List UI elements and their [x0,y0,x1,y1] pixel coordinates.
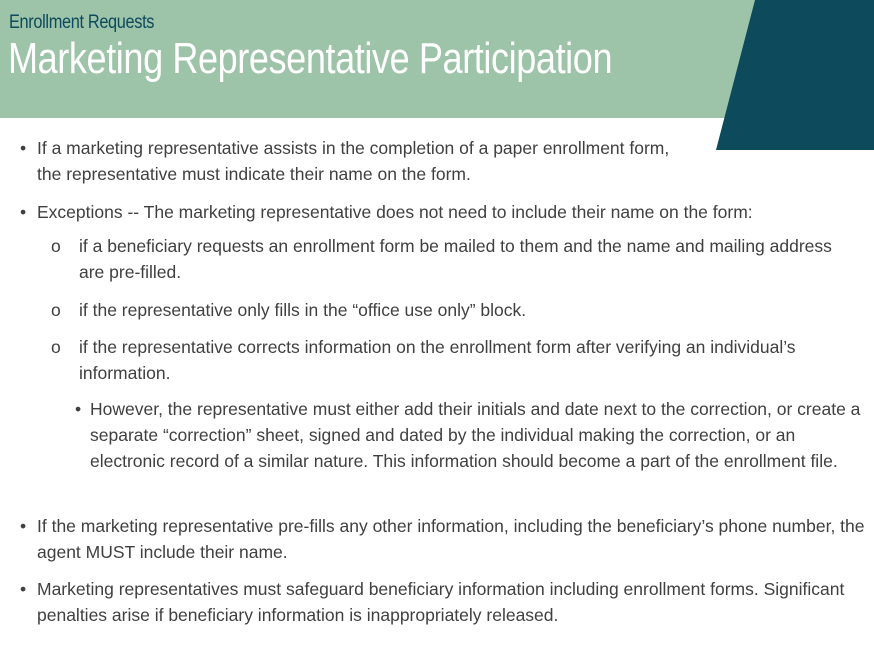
list-item: If a marketing representative assists in the completion of a paper enrollment form, the representative must indicate their name on the form. [37,138,670,184]
sub-bullet-marker: o [51,300,61,320]
sub-sub-bullet-marker: • [75,399,82,419]
section-subtitle: Enrollment Requests [9,12,155,33]
list-item: if a beneficiary requests an enrollment form be mailed to them and the name and mailing address are pre-filled. [79,236,832,282]
bullet-marker: • [20,138,27,158]
list-item: Exceptions -- The marketing representative does not need to include their name on the form: [37,202,753,222]
list-item: if the representative corrects information on the enrollment form after verifying an individual’s information. [79,337,796,383]
list-item: Marketing representatives must safeguard beneficiary information including enrollment forms. Significant penalties arise if beneficiary information is inappropriately released. [37,579,845,625]
sub-bullet-marker: o [51,236,61,256]
bullet-marker: • [20,579,27,599]
list-item: If the marketing representative pre-fills any other information, including the beneficiary’s phone number, the agent MUST include their name. [37,516,865,562]
bullet-marker: • [20,202,27,222]
sub-bullet-marker: o [51,337,61,357]
page-title: Marketing Representative Participation [8,34,613,83]
bullet-marker: • [20,516,27,536]
list-item: if the representative only fills in the “office use only” block. [79,300,527,320]
list-item: However, the representative must either add their initials and date next to the correction, or create a separate “correction” sheet, signed and dated by the individual making the correction, or an electronic record of a similar nature. This information should become a part of the enrollment file. [90,399,861,471]
